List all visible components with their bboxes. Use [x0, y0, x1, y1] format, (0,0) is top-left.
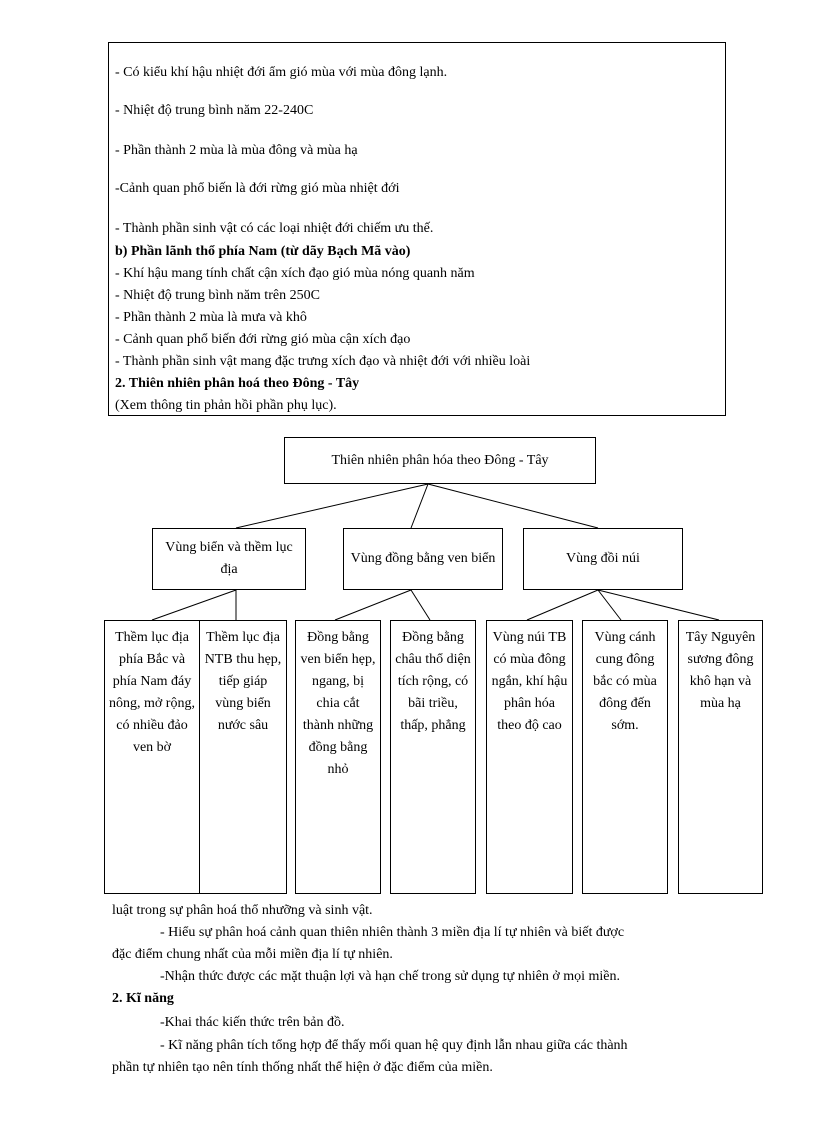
leaf-node: Tây Nguyên sương đông khô hạn và mùa hạ — [678, 620, 763, 894]
box-line: - Thành phần sinh vật mang đặc trưng xích đạo và nhiệt đới với nhiều loài — [115, 354, 531, 369]
leaf-node: Vùng cánh cung đông bắc có mùa đông đến sớm. — [582, 620, 668, 894]
connector-line — [598, 590, 719, 620]
connector-line — [236, 484, 428, 528]
leaf-node: Vùng núi TB có mùa đông ngắn, khí hậu phân hóa theo độ cao — [486, 620, 573, 894]
box-line: - Phần thành 2 mùa là mưa và khô — [115, 310, 307, 325]
leaf-node: Thềm lục địa NTB thu hẹp, tiếp giáp vùng biển nước sâu — [199, 620, 287, 894]
box-line: - Thành phần sinh vật có các loại nhiệt đới chiếm ưu thế. — [115, 221, 434, 236]
box-line: (Xem thông tin phản hồi phần phụ lục). — [115, 398, 337, 413]
section-heading: 2. Kĩ năng — [112, 991, 174, 1006]
connector-line — [411, 484, 428, 528]
box-line: - Có kiểu khí hậu nhiệt đới ẩm gió mùa với mùa đông lạnh. — [115, 65, 448, 80]
leaf-node: Đồng bằng châu thổ diện tích rộng, có bãi triều, thấp, phẳng — [390, 620, 476, 894]
connector-line — [335, 590, 411, 620]
connector-line — [411, 590, 430, 620]
body-line: -Khai thác kiến thức trên bản đồ. — [160, 1015, 345, 1030]
section-heading: b) Phần lãnh thổ phía Nam (từ dãy Bạch Mã vào) — [115, 244, 411, 259]
mid-node-plain: Vùng đồng bằng ven biển — [343, 528, 503, 590]
body-line: -Nhận thức được các mặt thuận lợi và hạn chế trong sử dụng tự nhiên ở mọi miền. — [160, 969, 621, 984]
box-line: - Phần thành 2 mùa là mùa đông và mùa hạ — [115, 143, 358, 158]
box-line: -Cảnh quan phổ biến là đới rừng gió mùa nhiệt đới — [115, 181, 400, 196]
body-line: - Kĩ năng phân tích tổng hợp để thấy mối quan hệ quy định lẫn nhau giữa các thành — [160, 1038, 628, 1053]
box-line: - Nhiệt độ trung bình năm 22-240C — [115, 103, 314, 118]
connector-line — [428, 484, 598, 528]
body-line: đặc điểm chung nhất của mỗi miền địa lí tự nhiên. — [112, 947, 393, 962]
box-line: - Cảnh quan phổ biến đới rừng gió mùa cận xích đạo — [115, 332, 411, 347]
root-node: Thiên nhiên phân hóa theo Đông - Tây — [284, 437, 596, 484]
body-line: luật trong sự phân hoá thổ nhưỡng và sinh vật. — [112, 903, 373, 918]
section-heading: 2. Thiên nhiên phân hoá theo Đông - Tây — [115, 376, 360, 391]
box-line: - Nhiệt độ trung bình năm trên 250C — [115, 288, 320, 303]
mid-node-sea: Vùng biển và thềm lục địa — [152, 528, 306, 590]
leaf-node: Đồng bằng ven biển hẹp, ngang, bị chia cắt thành những đồng bằng nhỏ — [295, 620, 381, 894]
connector-line — [527, 590, 598, 620]
box-line: - Khí hậu mang tính chất cận xích đạo gió mùa nóng quanh năm — [115, 266, 475, 281]
leaf-node: Thềm lục địa phía Bắc và phía Nam đáy nông, mở rộng, có nhiều đảo ven bờ — [104, 620, 200, 894]
connector-line — [152, 590, 236, 620]
mid-node-mountain: Vùng đồi núi — [523, 528, 683, 590]
body-line: - Hiểu sự phân hoá cảnh quan thiên nhiên thành 3 miền địa lí tự nhiên và biết được — [160, 925, 625, 940]
body-line: phần tự nhiên tạo nên tính thống nhất thể hiện ở đặc điểm của miền. — [112, 1060, 493, 1075]
